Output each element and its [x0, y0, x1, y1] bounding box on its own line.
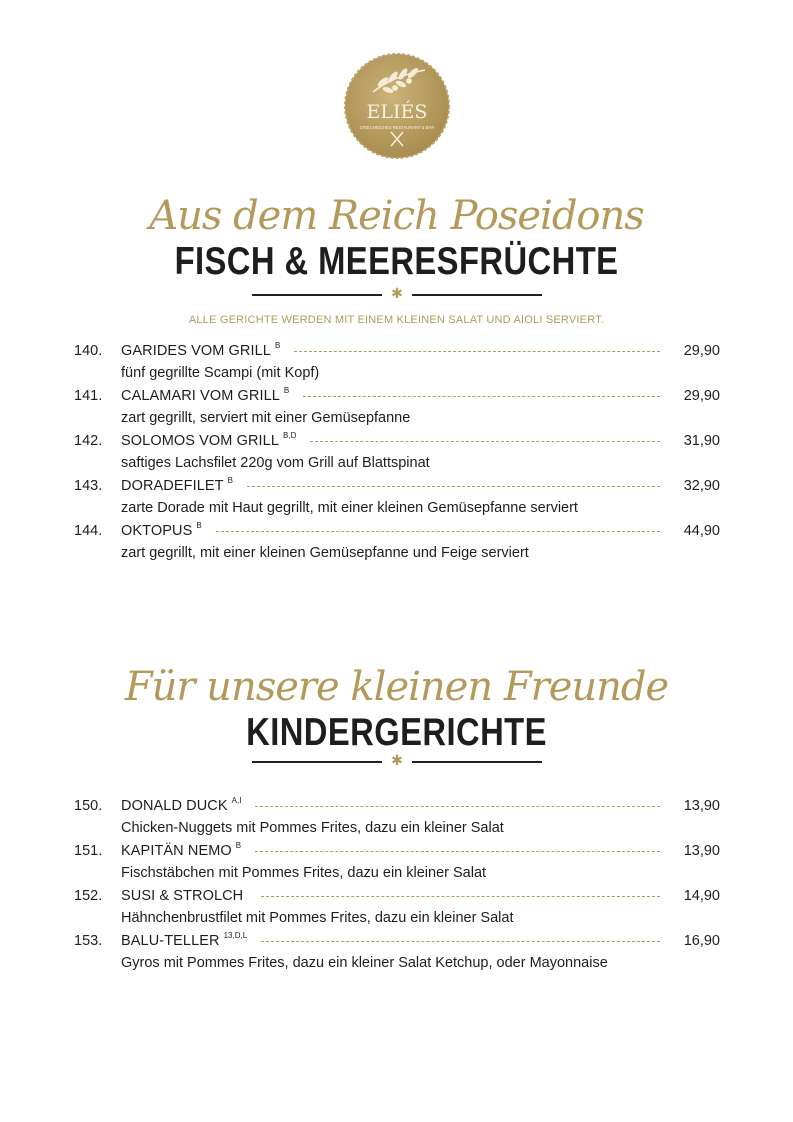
star-icon: ✱	[391, 753, 403, 769]
item-name: BALU-TELLER	[121, 933, 220, 949]
item-number: 151.	[74, 843, 103, 859]
item-price: 31,90	[683, 433, 720, 449]
section1-title: FISCH & MEERESFRÜCHTE	[174, 240, 619, 283]
item-price: 16,90	[683, 933, 720, 949]
allergen-code: B,D	[283, 430, 297, 440]
section1-note: ALLE GERICHTE WERDEN MIT EINEM KLEINEN SALAT UND AIOLI SERVIERT.	[188, 314, 605, 326]
dotted-leader	[294, 351, 660, 352]
item-price: 14,90	[683, 888, 720, 904]
item-number: 142.	[74, 433, 103, 449]
menu-item	[74, 886, 720, 931]
section2-divider	[252, 755, 542, 769]
item-description: zart gegrillt, mit einer kleinen Gemüsepfanne und Feige serviert	[121, 545, 529, 561]
menu-item	[74, 841, 720, 886]
star-icon: ✱	[391, 286, 403, 302]
item-name: CALAMARI VOM GRILL	[121, 388, 280, 404]
item-number: 140.	[74, 343, 103, 359]
item-description: zart gegrillt, serviert mit einer Gemüsepfanne	[121, 410, 411, 426]
item-description: zarte Dorade mit Haut gegrillt, mit einer kleinen Gemüsepfanne serviert	[121, 500, 578, 516]
allergen-code: B	[274, 340, 281, 350]
item-price: 13,90	[683, 798, 720, 814]
allergen-code: B	[235, 840, 242, 850]
item-price: 44,90	[683, 523, 720, 539]
item-name: DORADEFILET	[121, 478, 224, 494]
allergen-code: 13,D,L	[223, 930, 248, 940]
item-description: Fischstäbchen mit Pommes Frites, dazu ein kleiner Salat	[121, 865, 487, 881]
section2-title: KINDERGERICHTE	[246, 711, 547, 754]
item-name: SUSI & STROLCH	[121, 888, 244, 904]
logo-tagline: GRIECHISCHES RESTAURANT & BAR	[359, 125, 435, 130]
item-description: saftiges Lachsfilet 220g vom Grill auf Blattspinat	[121, 455, 430, 471]
fish-menu-list	[74, 341, 720, 566]
section1-script-title: Aus dem Reich Poseidons	[149, 193, 644, 239]
menu-item	[74, 931, 720, 976]
item-price: 13,90	[683, 843, 720, 859]
item-description: Gyros mit Pommes Frites, dazu ein kleiner Salat Ketchup, oder Mayonnaise	[121, 955, 608, 971]
item-name: DONALD DUCK	[121, 798, 228, 814]
item-price: 32,90	[683, 478, 720, 494]
menu-item	[74, 386, 720, 431]
item-name: OKTOPUS	[121, 523, 193, 539]
menu-item	[74, 796, 720, 841]
dotted-leader	[261, 941, 660, 942]
dotted-leader	[247, 486, 660, 487]
allergen-code: B	[227, 475, 233, 485]
menu-item	[74, 521, 720, 566]
logo-text: ELIÉS	[366, 101, 428, 123]
dotted-leader	[255, 806, 660, 807]
item-name: KAPITÄN NEMO	[121, 843, 232, 859]
menu-item	[74, 476, 720, 521]
allergen-code: B	[283, 385, 290, 395]
section2-script-title: Für unsere kleinen Freunde	[124, 664, 669, 710]
item-number: 144.	[74, 523, 103, 539]
item-number: 143.	[74, 478, 103, 494]
section1-divider	[252, 288, 542, 302]
item-number: 152.	[74, 888, 103, 904]
dotted-leader	[310, 441, 660, 442]
restaurant-logo	[343, 52, 451, 160]
menu-item	[74, 341, 720, 386]
allergen-code: A,I	[231, 795, 242, 805]
item-number: 141.	[74, 388, 103, 404]
dotted-leader	[303, 396, 660, 397]
dotted-leader	[261, 896, 660, 897]
kids-menu-list	[74, 796, 720, 976]
item-description: Chicken-Nuggets mit Pommes Frites, dazu ein kleiner Salat	[121, 820, 504, 836]
item-description: fünf gegrillte Scampi (mit Kopf)	[121, 365, 320, 381]
item-price: 29,90	[683, 343, 720, 359]
menu-item	[74, 431, 720, 476]
item-name: GARIDES VOM GRILL	[121, 343, 271, 359]
item-number: 153.	[74, 933, 103, 949]
item-number: 150.	[74, 798, 103, 814]
item-price: 29,90	[683, 388, 720, 404]
dotted-leader	[255, 851, 660, 852]
item-name: SOLOMOS VOM GRILL	[121, 433, 280, 449]
item-description: Hähnchenbrustfilet mit Pommes Frites, dazu ein kleiner Salat	[121, 910, 514, 926]
dotted-leader	[216, 531, 660, 532]
allergen-code: B	[196, 520, 202, 530]
